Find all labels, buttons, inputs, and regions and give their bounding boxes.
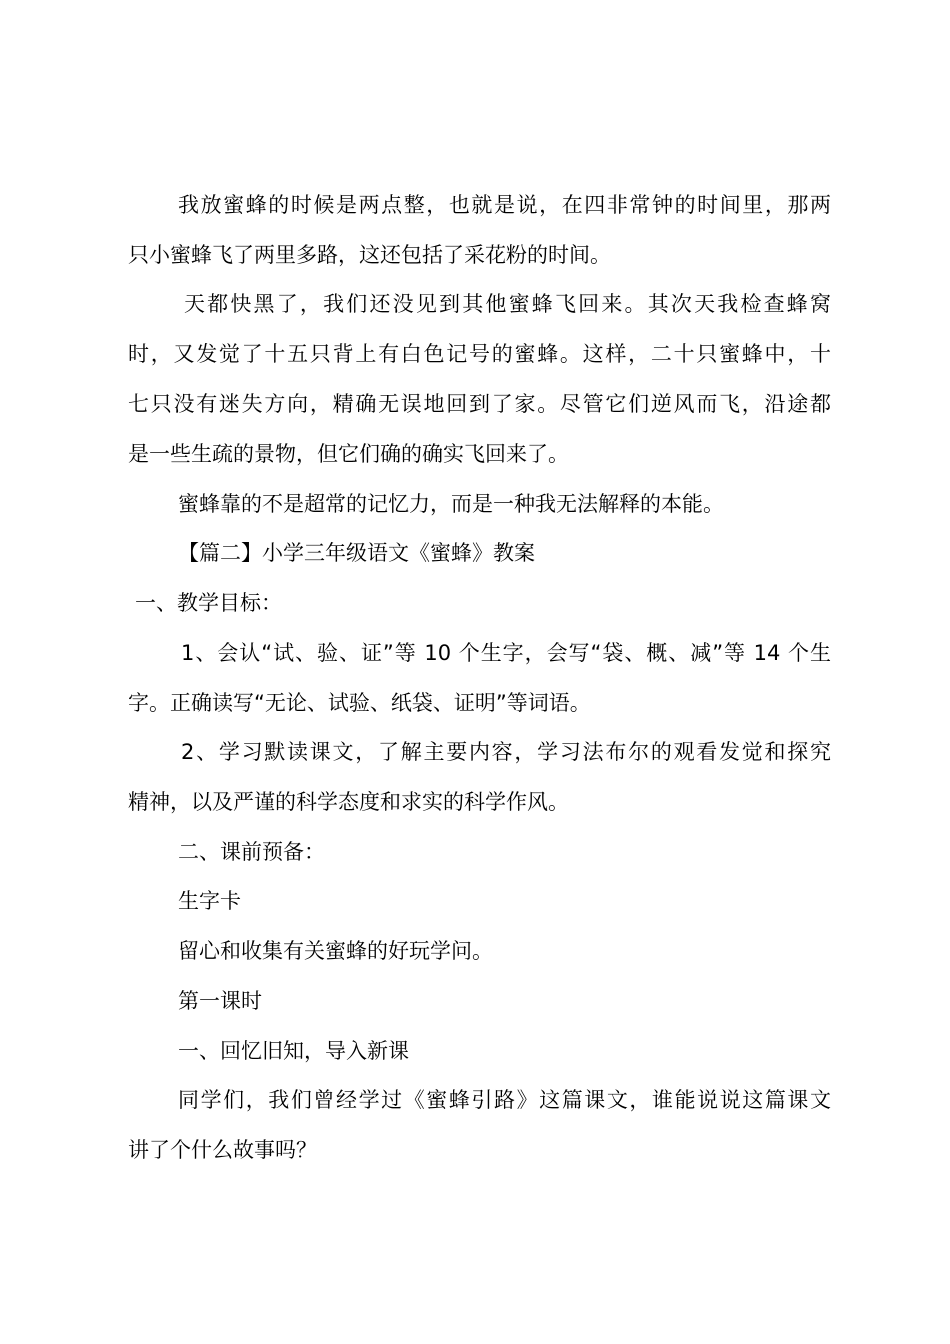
body-line: 生字卡 bbox=[178, 889, 241, 913]
body-line: 精神，以及严谨的科学态度和求实的科学作风。 bbox=[128, 790, 569, 814]
section-heading: 【篇二】小学三年级语文《蜜蜂》教案 bbox=[178, 541, 535, 565]
body-line: 是一些生疏的景物，但它们确的确实飞回来了。 bbox=[128, 442, 569, 466]
section-heading: 一、教学目标： bbox=[135, 591, 282, 615]
body-line: 七只没有迷失方向，精确无误地回到了家。尽管它们逆风而飞，沿途都 bbox=[128, 392, 831, 416]
section-heading: 一、回忆旧知，导入新课 bbox=[178, 1039, 409, 1063]
body-line: 1、会认“试、验、证”等 10 个生字，会写“袋、概、减”等 14 个生 bbox=[181, 641, 831, 665]
section-heading: 二、课前预备： bbox=[178, 840, 325, 864]
body-line: 讲了个什么故事吗？ bbox=[128, 1138, 317, 1162]
body-line: 时，又发觉了十五只背上有白色记号的蜜蜂。这样，二十只蜜蜂中，十 bbox=[128, 342, 831, 366]
body-line: 字。正确读写“无论、试验、纸袋、证明”等词语。 bbox=[128, 691, 591, 715]
body-line: 天都快黑了，我们还没见到其他蜜蜂飞回来。其次天我检查蜂窝 bbox=[184, 292, 831, 316]
body-line: 留心和收集有关蜜蜂的好玩学问。 bbox=[178, 939, 493, 963]
body-line: 蜜蜂靠的不是超常的记忆力，而是一种我无法解释的本能。 bbox=[178, 492, 724, 516]
body-line: 2、学习默读课文，了解主要内容，学习法布尔的观看发觉和探究 bbox=[181, 740, 831, 764]
body-line: 同学们，我们曾经学过《蜜蜂引路》这篇课文，谁能说说这篇课文 bbox=[178, 1088, 831, 1112]
body-line: 只小蜜蜂飞了两里多路，这还包括了采花粉的时间。 bbox=[128, 243, 611, 267]
section-heading: 第一课时 bbox=[178, 989, 262, 1013]
body-line: 我放蜜蜂的时候是两点整，也就是说，在四非常钟的时间里，那两 bbox=[178, 193, 831, 217]
